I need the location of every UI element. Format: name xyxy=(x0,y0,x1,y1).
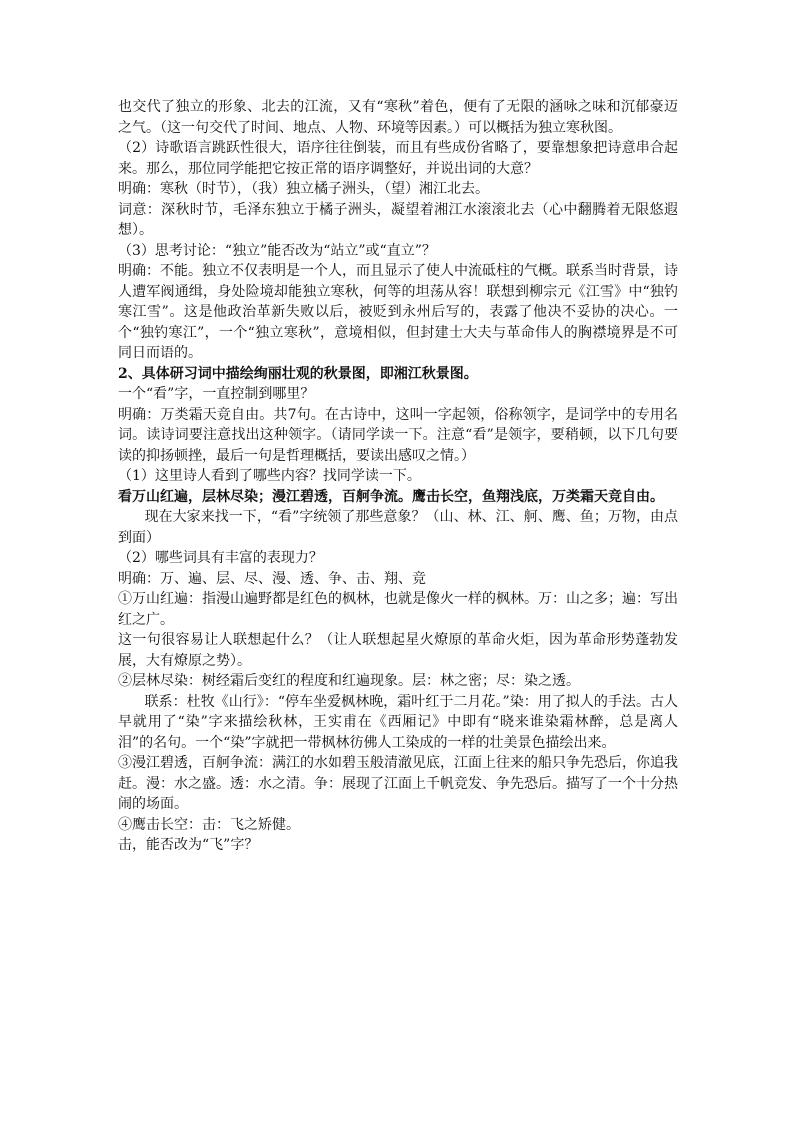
paragraph-1: 也交代了独立的形象、北去的江流，又有“寒秋”着色，便有了无限的涵咏之味和沉郁豪迈之气。（这一句交代了时间、地点、人物、环境等因素。）可以概括为独立寒秋图。 xyxy=(118,99,678,136)
question-2: （2）诗歌语言跳跃性很大，语序往往倒装，而且有些成份省略了，要靠想象把诗意串合起来。那么，那位同学能把它按正常的语序调整好，并说出词的大意？ xyxy=(118,140,678,177)
item-1: ①万山红遍：指漫山遍野都是红色的枫林，也就是像火一样的枫林。万：山之多；遍：写出红之广。 xyxy=(118,591,678,628)
kan-answer: 明确：万类霜天竞自由。共7句。在古诗中，这叫一字起领，俗称领字，是词学中的专用名词。读诗词要注意找出这种领字。（请同学读一下。注意“看”是领字，要稍顿，以下几句要读的抑扬顿挫，最后一句是哲理概括，要读出感叹之情。） xyxy=(118,406,678,464)
association-question: 这一句很容易让人联想起什么？（让人联想起星火燎原的革命火炬，因为革命形势蓬勃发展，大有燎原之势）。 xyxy=(118,632,678,669)
item-2: ②层林尽染：树经霜后变红的程度和红遍现象。层：林之密；尽：染之透。 xyxy=(118,673,580,689)
item-3: ③漫江碧透，百舸争流：满江的水如碧玉般清澈见底，江面上往来的船只争先恐后，你追我赶。漫：水之盛。透：水之清。争：展现了江面上千帆竞发、争先恐后。描写了一个十分热闹的场面。 xyxy=(118,755,678,812)
key-words: 明确：万、遍、层、尽、漫、透、争、击、翔、竞 xyxy=(118,570,426,587)
imagery-question: 现在大家来找一下，“看”字统领了那些意象？（山、林、江、舸、鹰、鱼；万物，由点到面） xyxy=(118,509,678,546)
item-4: ④鹰击长空：击：飞之矫健。 xyxy=(118,816,300,833)
answer-3: 明确：不能。独立不仅表明是一个人，而且显示了使人中流砥柱的气概。联系当时背景，诗人遭军阀通缉，身处险境却能独立寒秋，何等的坦荡从容！联想到柳宗元《江雪》中“独钓寒江雪”。这是他政治革新失败以后，被贬到永州后写的，表露了他决不妥协的决心。一个“独钓寒江”，一个“独立寒秋”，意境相似，但封建士大夫与革命伟人的胸襟境界是不可同日而语的。 xyxy=(118,263,678,361)
document-page xyxy=(118,97,678,856)
question-3: （3）思考讨论：“独立”能否改为“站立”或“直立”？ xyxy=(118,242,436,259)
section-heading-2: 2、具体研习词中描绘绚丽壮观的秋景图，即湘江秋景图。 xyxy=(118,365,478,382)
poem-excerpt: 看万山红遍，层林尽染；漫江碧透，百舸争流。鹰击长空，鱼翔浅底，万类霜天竞自由。 xyxy=(118,488,664,505)
answer-reordered: 明确：寒秋（时节），（我）独立橘子洲头，（望）湘江北去。 xyxy=(118,181,489,197)
final-question: 击，能否改为“飞”字？ xyxy=(118,837,259,853)
contact-note: 联系：杜牧《山行》：“停车坐爱枫林晚，霜叶红于二月花。”染：用了拟人的手法。古人早就用了“染”字来描绘秋林，王实甫在《西厢记》中即有“晓来谁染霜林醉，总是离人泪”的名句。一个“染”字就把一带枫林彷佛人工染成的一样的壮美景色描绘出来。 xyxy=(118,693,678,751)
sub-question-1: （1）这里诗人看到了哪些内容？找同学读一下。 xyxy=(118,468,421,484)
kan-question: 一个“看”字，一直控制到哪里？ xyxy=(118,386,315,402)
sub-question-2: （2）哪些词具有丰富的表现力？ xyxy=(118,550,323,566)
lyric-meaning: 词意：深秋时节，毛泽东独立于橘子洲头，凝望着湘江水滚滚北去（心中翻腾着无限悠遐想）。 xyxy=(118,201,678,238)
